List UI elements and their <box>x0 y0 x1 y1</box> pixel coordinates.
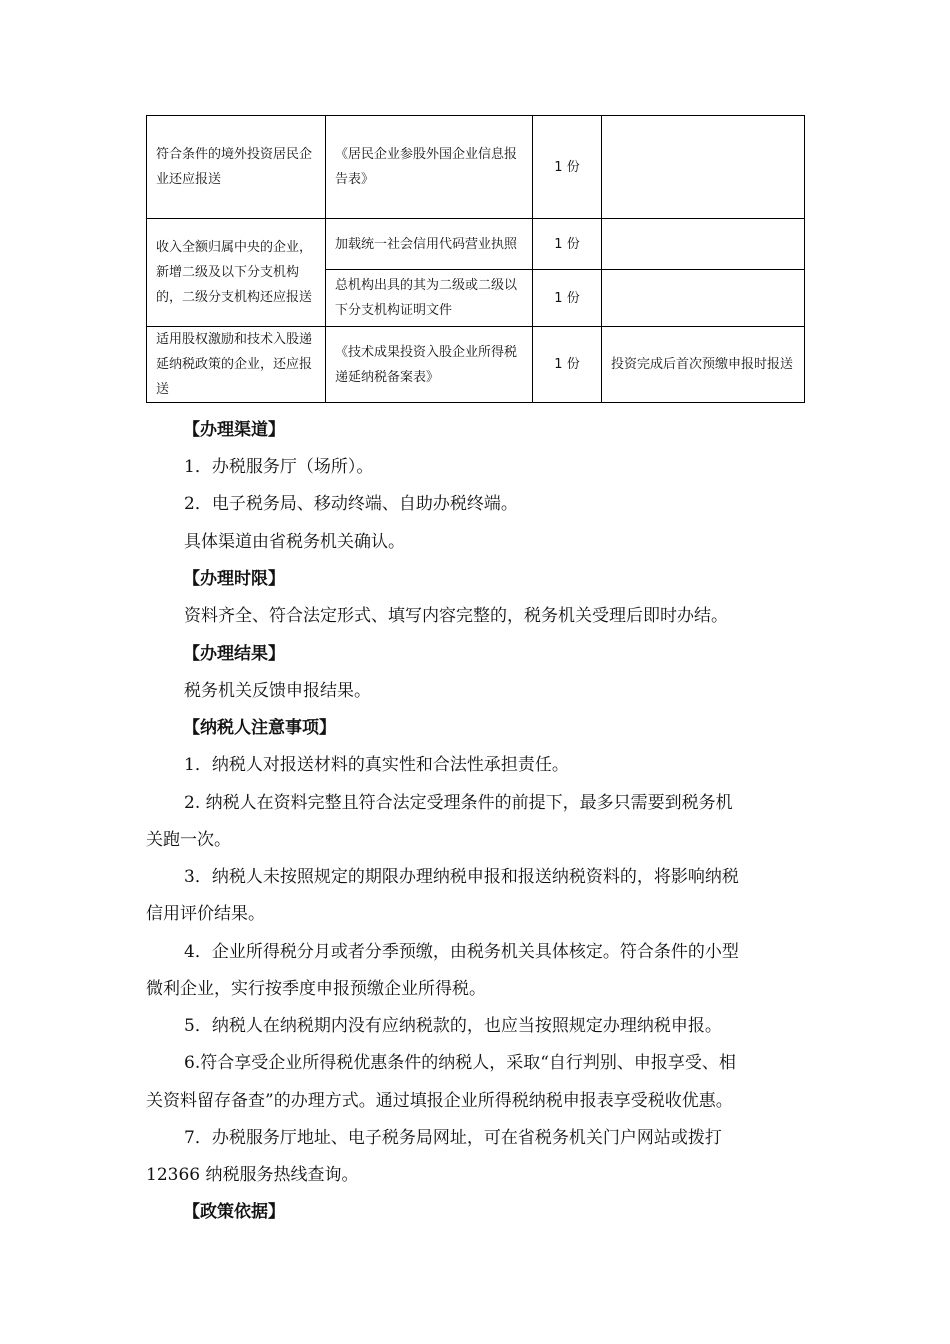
notice-item-6-line-2: 关资料留存备查”的办理方式。通过填报企业所得税纳税申报表享受税收优惠。 <box>146 1091 733 1111</box>
document-cell: 加载统一社会信用代码营业执照 <box>326 219 533 270</box>
notice-item-7-line-1: 7．办税服务厅地址、电子税务局网址，可在省税务机关门户网站或拨打 <box>184 1128 722 1148</box>
notice-item-5: 5．纳税人在纳税期内没有应纳税款的，也应当按照规定办理纳税申报。 <box>184 1016 722 1036</box>
notice-item-1: 1．纳税人对报送材料的真实性和合法性承担责任。 <box>184 755 569 775</box>
note-cell <box>602 270 805 327</box>
table-row <box>147 116 805 219</box>
document-cell: 《居民企业参股外国企业信息报告表》 <box>326 116 533 219</box>
document-cell: 《技术成果投资入股企业所得税递延纳税备案表》 <box>326 327 533 403</box>
copies-cell: 1 份 <box>533 327 602 403</box>
table-row <box>147 327 805 403</box>
channel-note: 具体渠道由省税务机关确认。 <box>184 532 405 552</box>
result-heading: 【办理结果】 <box>183 644 285 664</box>
channel-item-1: 1．办税服务厅（场所）。 <box>184 457 374 477</box>
document-cell: 总机构出具的其为二级或二级以下分支机构证明文件 <box>326 270 533 327</box>
condition-cell: 适用股权激励和技术入股递延纳税政策的企业，还应报送 <box>147 327 326 403</box>
policy-heading: 【政策依据】 <box>183 1202 285 1222</box>
notice-item-3-line-1: 3．纳税人未按照规定的期限办理纳税申报和报送纳税资料的，将影响纳税 <box>184 867 739 887</box>
copies-cell: 1 份 <box>533 116 602 219</box>
notice-item-4-line-2: 微利企业，实行按季度申报预缴企业所得税。 <box>146 979 486 999</box>
notices-heading: 【纳税人注意事项】 <box>183 718 336 738</box>
notice-item-3-line-2: 信用评价结果。 <box>146 904 265 924</box>
time-limit-heading: 【办理时限】 <box>183 569 285 589</box>
copies-cell: 1 份 <box>533 219 602 270</box>
note-cell <box>602 219 805 270</box>
channel-heading: 【办理渠道】 <box>183 420 285 440</box>
channel-item-2: 2．电子税务局、移动终端、自助办税终端。 <box>184 494 518 514</box>
materials-table <box>146 115 805 403</box>
notice-item-2-line-2: 关跑一次。 <box>146 830 231 850</box>
condition-cell: 收入全额归属中央的企业，新增二级及以下分支机构的，二级分支机构还应报送 <box>147 219 326 327</box>
condition-cell: 符合条件的境外投资居民企业还应报送 <box>147 116 326 219</box>
note-cell: 投资完成后首次预缴申报时报送 <box>602 327 805 403</box>
result-text: 税务机关反馈申报结果。 <box>184 681 371 701</box>
notice-item-7-line-2: 12366 纳税服务热线查询。 <box>146 1165 359 1185</box>
copies-cell: 1 份 <box>533 270 602 327</box>
notice-item-4-line-1: 4．企业所得税分月或者分季预缴，由税务机关具体核定。符合条件的小型 <box>184 942 739 962</box>
note-cell <box>602 116 805 219</box>
table-row <box>147 219 805 270</box>
time-limit-text: 资料齐全、符合法定形式、填写内容完整的，税务机关受理后即时办结。 <box>184 606 728 626</box>
notice-item-6-line-1: 6.符合享受企业所得税优惠条件的纳税人，采取“自行判别、申报享受、相 <box>184 1053 736 1073</box>
notice-item-2-line-1: 2. 纳税人在资料完整且符合法定受理条件的前提下，最多只需要到税务机 <box>184 793 733 813</box>
